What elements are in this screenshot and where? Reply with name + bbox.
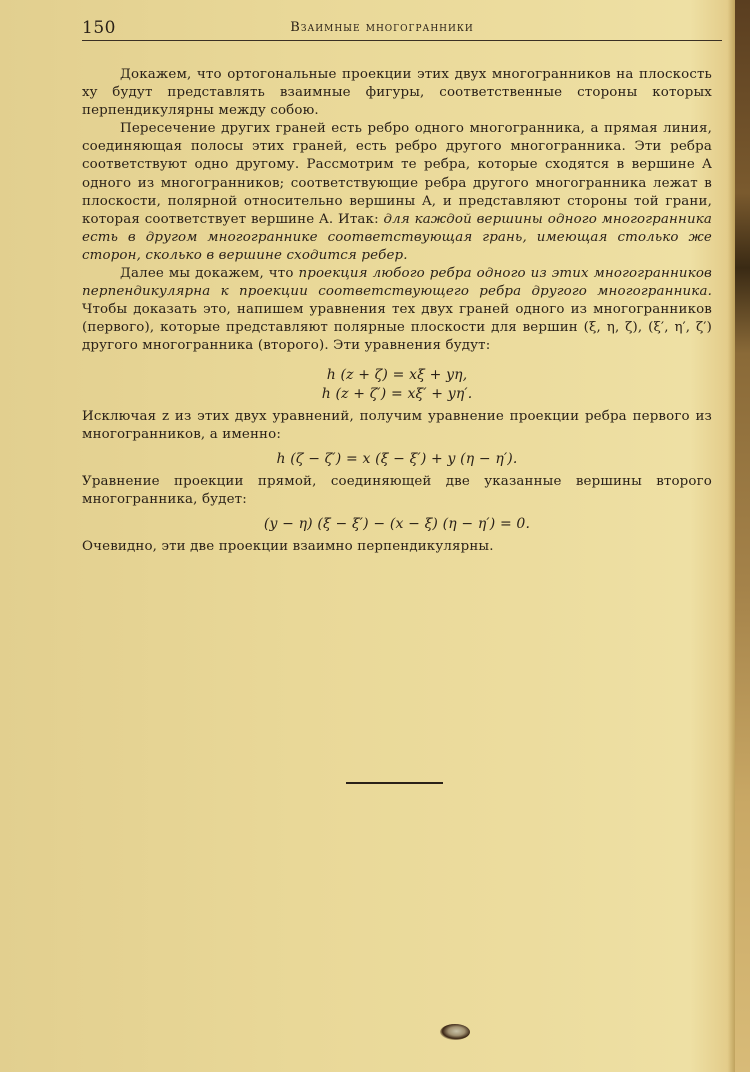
- paragraph-3-text: Чтобы доказать это, напишем уравнения тех двух граней одного из многогранников (первого), которые представляют полярные плоскости для вершин (ξ, η, ζ), (ξ′, η′, ζ′) другого многогранника (второго). Эти уравнения будут:: [82, 302, 712, 354]
- equation-block-3: [82, 515, 712, 534]
- paragraph-2-theorem: для каждой вершины одного многогранника есть в другом многограннике соответствующая грань, имеющая столько же сторон, сколько в вершине сходится ребер.: [82, 211, 712, 263]
- book-spine-edge: [735, 0, 750, 1072]
- equation-1a: h (z + ζ) = xξ + yη,: [326, 366, 468, 383]
- section-end-rule: [346, 782, 443, 784]
- paragraph-5: Уравнение проекции прямой, соединяющей две указанные вершины второго многогранника, будет:: [82, 473, 712, 507]
- paragraph-3: [82, 265, 712, 355]
- running-title: Взаимные многогранники: [290, 20, 474, 35]
- paper-stain: [440, 1024, 470, 1040]
- equation-block-2: [82, 450, 712, 469]
- paragraph-4: Исключая z из этих двух уравнений, получим уравнение проекции ребра первого из многогранников, а именно:: [82, 408, 712, 442]
- paragraph-3-claim: проекция любого ребра одного из этих многогранников перпендикулярна к проекции соответствующего ребра другого многогранника.: [82, 266, 712, 300]
- equation-3: (y − η) (ξ − ξ′) − (x − ξ) (η − η′) = 0.: [263, 515, 531, 532]
- equation-block-1: [82, 366, 712, 404]
- page-body: [82, 66, 712, 556]
- paragraph-6: Очевидно, эти две проекции взаимно перпендикулярны.: [82, 538, 494, 554]
- equation-1b: h (z + ζ′) = xξ′ + yη′.: [321, 385, 473, 402]
- equation-2: h (ζ − ζ′) = x (ξ − ξ′) + y (η − η′).: [276, 450, 518, 467]
- page-header: [82, 16, 722, 41]
- page-number: 150: [82, 18, 116, 38]
- paragraph-3-lead: Далее мы докажем, что: [120, 266, 299, 282]
- paragraph-2: [82, 120, 712, 265]
- paragraph-2-text: Пересечение других граней есть ребро одного многогранника, а прямая линия, соединяющая полосы этих граней, есть ребро другого многогранника. Эти ребра соответствуют одно другому. Рассмотрим те ребра, которые сходятся в вершине A одного из многогранников; соответствующие ребра другого многогранника лежат в плоскости, полярной относительно вершины A, и представляют стороны той грани, которая соответствует вершине A. Итак:: [82, 121, 712, 227]
- paragraph-1: Докажем, что ортогональные проекции этих двух многогранников на плоскость xy будут представлять взаимные фигуры, соответственные стороны которых перпендикулярны между собою.: [82, 67, 712, 119]
